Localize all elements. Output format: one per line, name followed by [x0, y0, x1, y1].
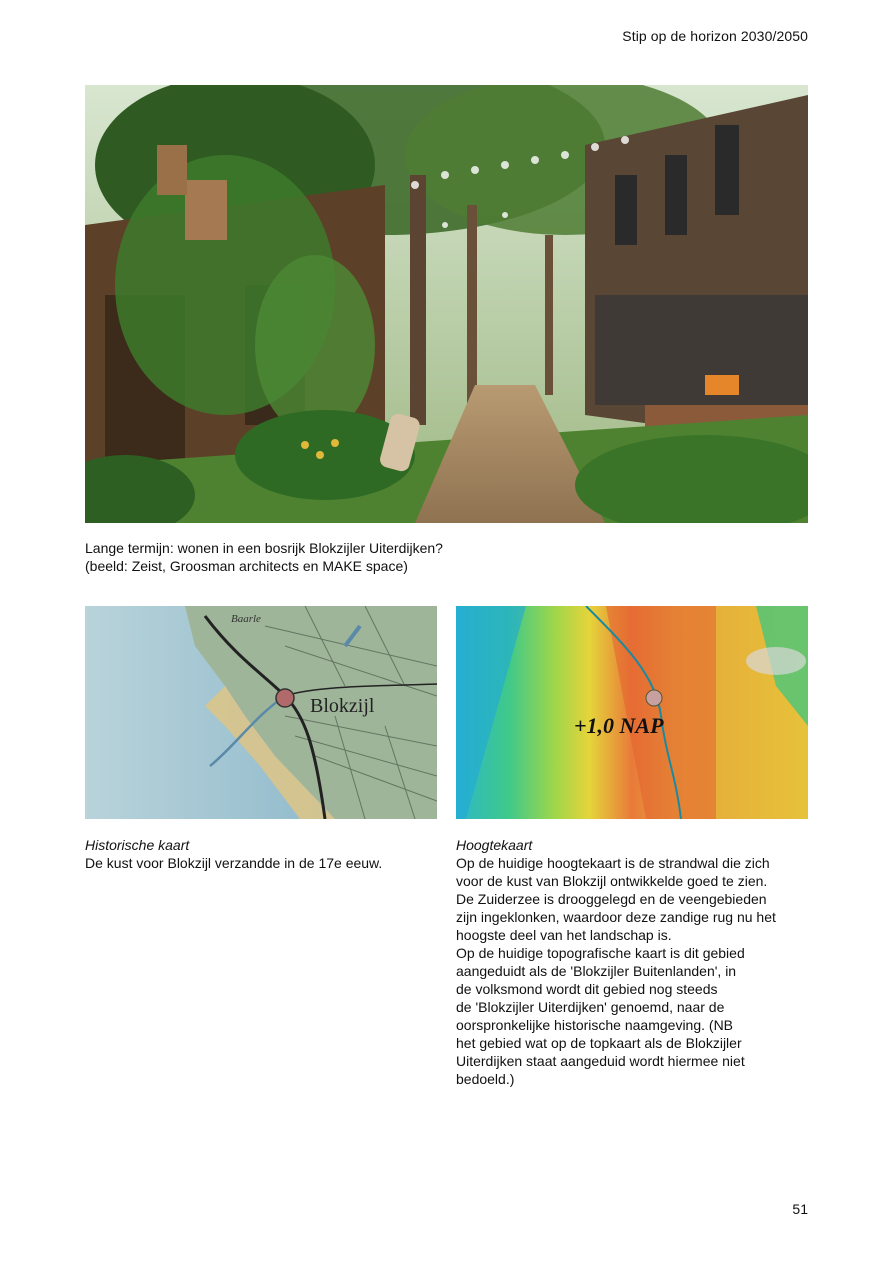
height-map-image [456, 606, 808, 819]
historic-map-text-line: De kust voor Blokzijl verzandde in de 17e eeuw. [85, 855, 383, 871]
height-map-text-line: De Zuiderzee is drooggelegd en de veengebieden [456, 891, 767, 907]
height-map-text-line: de 'Blokzijler Uiterdijken' genoemd, naar de [456, 999, 725, 1015]
page-number: 51 [792, 1201, 808, 1217]
height-map-elevation-label: +1,0 NAP [574, 713, 664, 738]
hero-image [85, 85, 808, 523]
historic-map-town-label: Blokzijl [310, 695, 375, 717]
historic-map-image [85, 606, 437, 819]
height-map-text-line: Op de huidige topografische kaart is dit gebied [456, 945, 745, 961]
historic-map-title: Historische kaart [85, 837, 190, 853]
height-map-text-line: oorspronkelijke historische naamgeving. (NB [456, 1017, 734, 1033]
height-map-text-line: het gebied wat op de topkaart als de Blokzijler [456, 1035, 742, 1051]
height-map-text-line: zijn ingeklonken, waardoor deze zandige rug nu het [456, 909, 776, 925]
height-map-text-line: voor de kust van Blokzijl ontwikkelde goed te zien. [456, 873, 768, 889]
hero-caption-line: Lange termijn: wonen in een bosrijk Blokzijler Uiterdijken? [85, 540, 443, 556]
historic-map-description [85, 836, 437, 872]
historic-map-north-label: Baarle [231, 613, 261, 625]
height-map-text-line: de volksmond wordt dit gebied nog steeds [456, 981, 718, 997]
height-map-title: Hoogtekaart [456, 837, 533, 853]
page-header-title: Stip op de horizon 2030/2050 [622, 28, 808, 44]
height-map-text-line: Op de huidige hoogtekaart is de strandwal die zich [456, 855, 770, 871]
hero-caption-line: (beeld: Zeist, Groosman architects en MAKE space) [85, 558, 408, 574]
height-map-text-line: Uiterdijken staat aangeduid wordt hiermee niet [456, 1053, 745, 1069]
height-map-text-line: bedoeld.) [456, 1071, 515, 1087]
height-map-text-line: hoogste deel van het landschap is. [456, 927, 672, 943]
hero-caption [85, 539, 808, 575]
height-map-description [456, 836, 808, 1088]
height-map-text-line: aangeduidt als de 'Blokzijler Buitenlanden', in [456, 963, 737, 979]
